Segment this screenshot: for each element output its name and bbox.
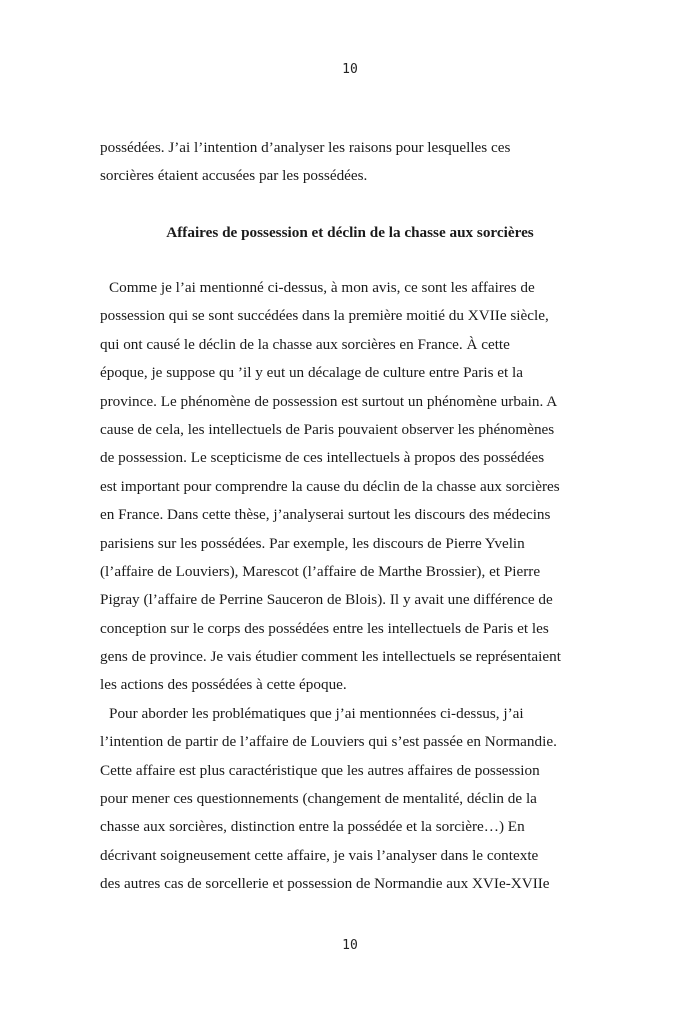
text-line: possédées. J’ai l’intention d’analyser les raisons pour lesquelles ces bbox=[100, 139, 511, 156]
text-line: province. Le phénomène de possession est surtout un phénomène urbain. A bbox=[100, 392, 558, 410]
section-heading: Affaires de possession et déclin de la chasse aux sorcières bbox=[166, 224, 534, 241]
text-line: Cette affaire est plus caractéristique que les autres affaires de possession bbox=[100, 761, 540, 779]
text-line: Pigray (l’affaire de Perrine Sauceron de Blois). Il y avait une différence de bbox=[100, 591, 553, 609]
text-line: (l’affaire de Louviers), Marescot (l’affaire de Marthe Brossier), et Pierre bbox=[100, 562, 541, 580]
text-line: en France. Dans cette thèse, j’analyserai surtout les discours des médecins bbox=[100, 506, 551, 524]
text-line: gens de province. Je vais étudier comment les intellectuels se représentaient bbox=[100, 648, 561, 666]
body-text bbox=[100, 274, 600, 899]
text-line: des autres cas de sorcellerie et possession de Normandie aux XVIe-XVIIe bbox=[100, 875, 550, 893]
text-line: est important pour comprendre la cause du déclin de la chasse aux sorcières bbox=[100, 477, 560, 495]
text-line: conception sur le corps des possédées entre les intellectuels de Paris et les bbox=[100, 619, 549, 637]
text-line: sorcières étaient accusées par les possédées. bbox=[100, 167, 368, 185]
text-line: les actions des possédées à cette époque. bbox=[100, 676, 347, 694]
text-line: chasse aux sorcières, distinction entre la possédée et la sorcière…) En bbox=[100, 818, 525, 836]
text-line: possession qui se sont succédées dans la première moitié du XVIIe siècle, bbox=[100, 307, 549, 325]
text-line: Comme je l’ai mentionné ci-dessus, à mon avis, ce sont les affaires de bbox=[109, 279, 535, 296]
header-page-number: 10 bbox=[342, 62, 358, 77]
text-line: époque, je suppose qu ’il y eut un décalage de culture entre Paris et la bbox=[100, 364, 523, 382]
footer-page-number: 10 bbox=[342, 938, 358, 953]
text-line: Pour aborder les problématiques que j’ai mentionnées ci-dessus, j’ai bbox=[109, 704, 524, 722]
text-line: parisiens sur les possédées. Par exemple, les discours de Pierre Yvelin bbox=[100, 534, 525, 552]
text-line: l’intention de partir de l’affaire de Louviers qui s’est passée en Normandie. bbox=[100, 733, 557, 751]
text-line: de possession. Le scepticisme de ces intellectuels à propos des possédées bbox=[100, 449, 545, 467]
text-line: pour mener ces questionnements (changement de mentalité, déclin de la bbox=[100, 790, 537, 808]
text-line: cause de cela, les intellectuels de Paris pouvaient observer les phénomènes bbox=[100, 420, 555, 438]
intro-paragraph bbox=[100, 134, 600, 191]
text-line: décrivant soigneusement cette affaire, je vais l’analyser dans le contexte bbox=[100, 846, 539, 864]
text-line: qui ont causé le déclin de la chasse aux sorcières en France. À cette bbox=[100, 335, 510, 353]
